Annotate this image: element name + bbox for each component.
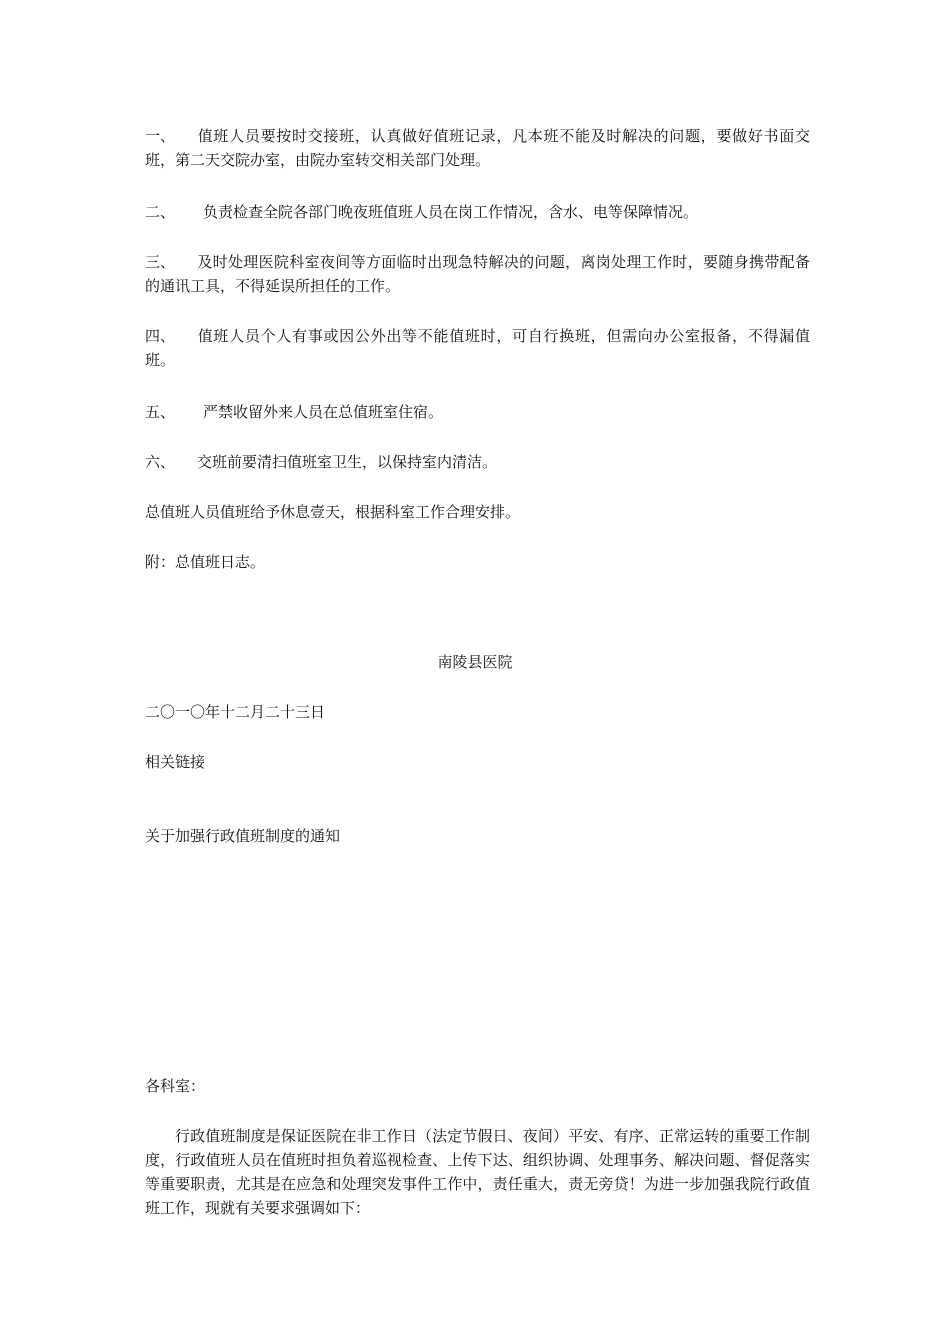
- rule-item-number: 一、: [145, 127, 176, 145]
- notice-title-link[interactable]: 关于加强行政值班制度的通知: [145, 827, 341, 845]
- rest-note: 总值班人员值班给予休息壹天，根据科室工作合理安排。: [145, 503, 521, 521]
- rule-item-text: 交班前要清扫值班室卫生，以保持室内清洁。: [197, 453, 498, 471]
- rule-item-text: 值班人员个人有事或因公外出等不能值班时，可自行换班，但需向办公室报备，不得漏值班。: [145, 327, 810, 369]
- attachment-note: 附：总值班日志。: [145, 553, 266, 571]
- rule-item-number: 二、: [145, 203, 176, 221]
- rule-item-number: 三、: [145, 253, 176, 271]
- rule-item-1: [145, 124, 810, 172]
- organization-name: [0, 650, 950, 674]
- rule-item-text: 及时处理医院科室夜间等方面临时出现急特解决的问题，离岗处理工作时，要随身携带配备的通讯工具，不得延误所担任的工作。: [145, 253, 810, 295]
- rule-item-3: [145, 250, 810, 298]
- organization-name-text: 南陵县医院: [437, 653, 513, 671]
- rule-item-text: 负责检查全院各部门晚夜班值班人员在岗工作情况，含水、电等保障情况。: [203, 203, 699, 221]
- rule-item-6: [145, 450, 810, 474]
- rule-item-number: 六、: [145, 453, 176, 471]
- related-links-heading: 相关链接: [145, 753, 206, 771]
- rule-item-5: [145, 400, 810, 424]
- rule-item-number: 四、: [145, 327, 176, 345]
- document-date: 二〇一〇年十二月二十三日: [145, 703, 326, 721]
- rule-item-text: 值班人员要按时交接班，认真做好值班记录，凡本班不能及时解决的问题，要做好书面交班，第二天交院办室，由院办室转交相关部门处理。: [145, 127, 810, 169]
- salutation: 各科室：: [145, 1077, 206, 1095]
- rule-item-4: [145, 324, 810, 372]
- rule-item-number: 五、: [145, 403, 176, 421]
- rule-item-2: [145, 200, 810, 224]
- rule-item-text: 严禁收留外来人员在总值班室住宿。: [203, 403, 444, 421]
- notice-body-paragraph: 行政值班制度是保证医院在非工作日（法定节假日、夜间）平安、有序、正常运转的重要工作制度，行政值班人员在值班时担负着巡视检查、上传下达、组织协调、处理事务、解决问题、督促落实等重要职责，尤其是在应急和处理突发事件工作中，责任重大，责无旁贷！为进一步加强我院行政值班工作，现就有关要求强调如下：: [145, 1127, 810, 1217]
